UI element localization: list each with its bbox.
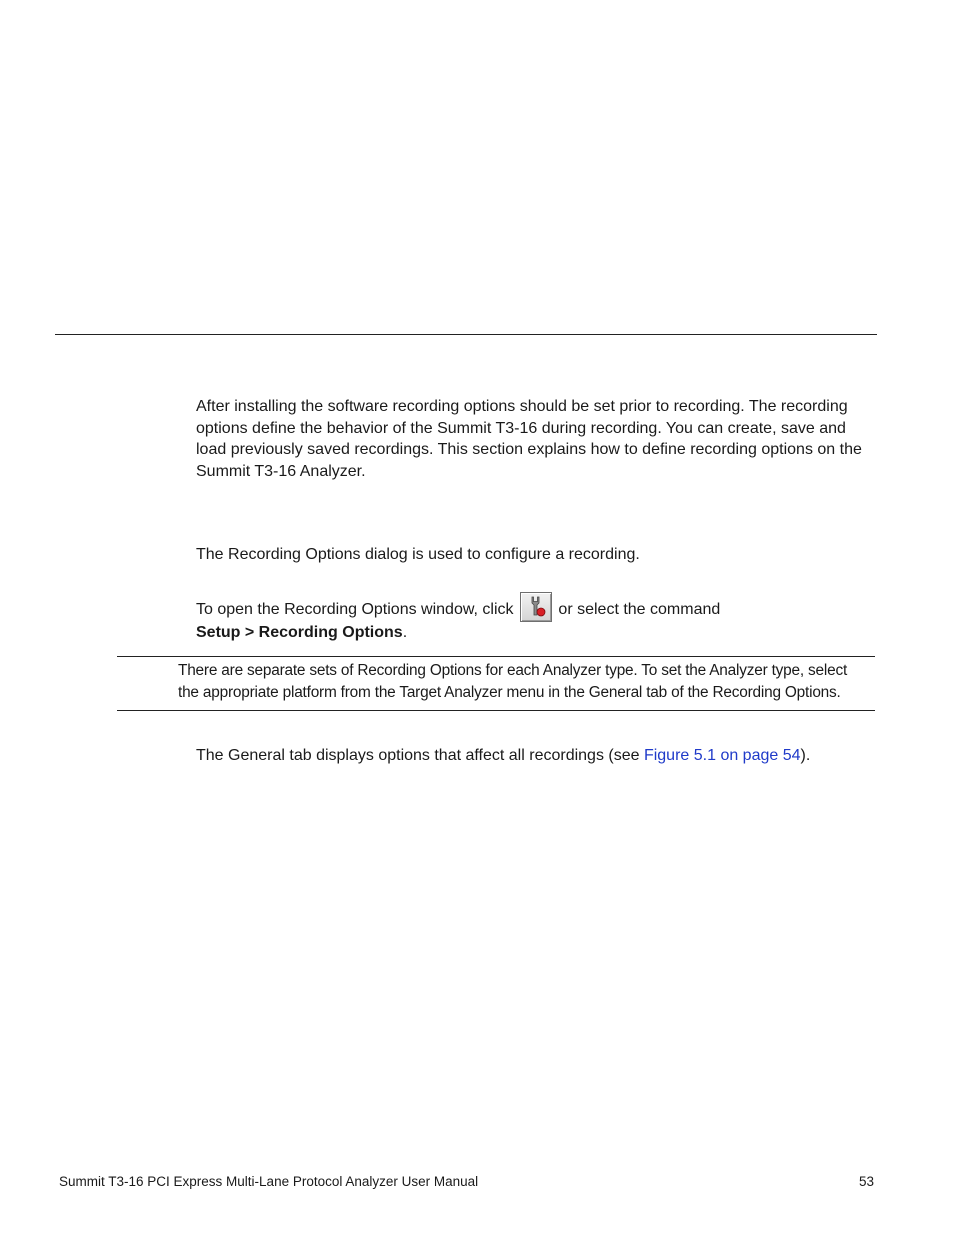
open-instructions-text: To open the Recording Options window, click xyxy=(196,601,514,618)
recording-options-wrench-icon[interactable] xyxy=(520,592,552,622)
footer-title: Summit T3-16 PCI Express Multi-Lane Protocol Analyzer User Manual xyxy=(59,1174,479,1189)
intro-paragraph: After installing the software recording options should be set prior to recording. The recording options define the behavior of the Summit T3-16 during recording. You can create, save and load previously saved recordings. This section explains how to define recording options on the Summit T3-16 Analyzer. xyxy=(196,398,862,480)
general-tab-text-end: ). xyxy=(800,747,811,764)
note-text: There are separate sets of Recording Options for each Analyzer type. To set the Analyzer type, select the appropriate platform from the Target Analyzer menu in the General tab of the Recording Options. xyxy=(178,662,848,701)
wrench-icon xyxy=(524,595,548,619)
open-instructions xyxy=(196,592,866,644)
general-tab-paragraph xyxy=(196,745,866,767)
general-tab-text: The General tab displays options that affect all recordings (see xyxy=(196,747,644,764)
note-box xyxy=(117,656,875,711)
page-number: 53 xyxy=(858,1174,874,1189)
menu-path-period: . xyxy=(402,624,408,641)
dialog-description: The Recording Options dialog is used to configure a recording. xyxy=(196,546,640,563)
open-instructions-text-2: or select the command xyxy=(558,601,721,618)
menu-path: Setup > Recording Options xyxy=(196,624,403,641)
figure-link[interactable]: Figure 5.1 on page 54 xyxy=(643,747,801,764)
section-divider xyxy=(55,334,877,335)
